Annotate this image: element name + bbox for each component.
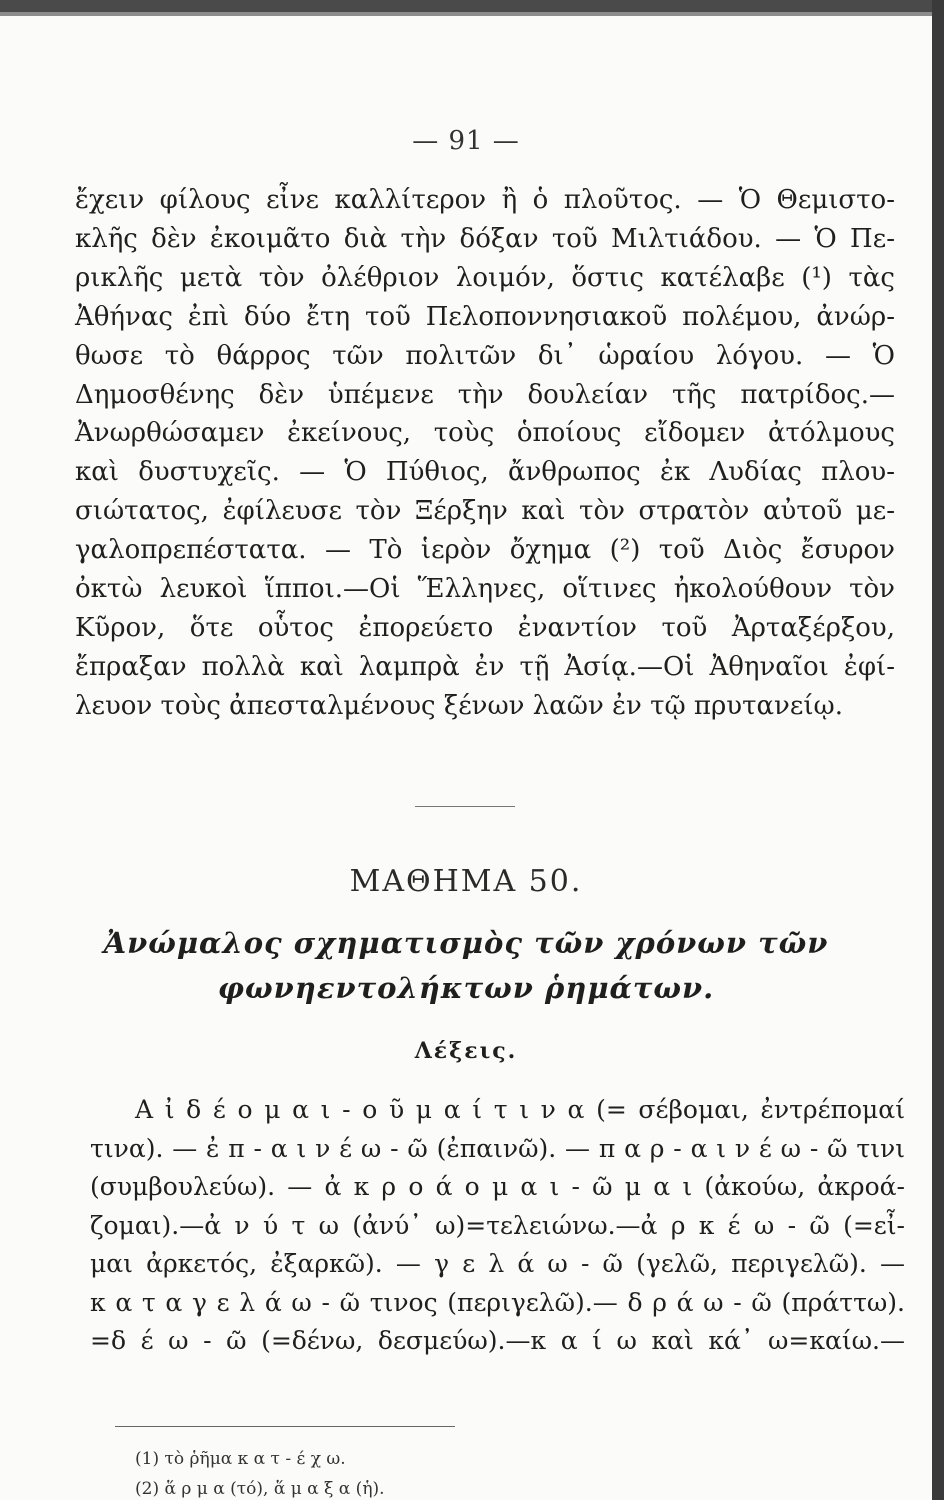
vocabulary-line: μαι ἀρκετός, ἐξαρκῶ). — γ ε λ ά ω - ῶ (γελῶ, περιγελῶ). —: [90, 1249, 905, 1278]
body-line: ἔπραξαν πολλὰ καὶ λαμπρὰ ἐν τῇ Ἀσίᾳ.—Οἱ Ἀθηναῖοι ἐφί-: [75, 651, 895, 682]
body-line: κλῆς δὲν ἐκοιμᾶτο διὰ τὴν δόξαν τοῦ Μιλτιάδου. — Ὁ Πε-: [75, 223, 895, 254]
body-line: ὀκτὼ λευκοὶ ἵπποι.—Οἱ Ἕλληνες, οἵτινες ἠκολούθουν τὸν: [75, 574, 895, 605]
vocabulary-heading: Λέξεις.: [414, 1038, 518, 1064]
vocabulary-line: Α ἰ δ έ ο μ α ι - ο ῦ μ α ί τ ι ν α (= σέβομαι, ἐντρέπομαί: [135, 1095, 905, 1124]
footnote: (2) ἅ ρ μ α (τό), ἅ μ α ξ α (ἡ).: [135, 1479, 385, 1499]
body-paragraph: [75, 181, 895, 726]
vocabulary-line: ζομαι).—ἀ ν ύ τ ω (ἀνύ᾽ ω)=τελειώνω.—ἀ ρ κ έ ω - ῶ (=εἶ-: [90, 1210, 905, 1240]
body-line: θωσε τὸ θάρρος τῶν πολιτῶν δι᾽ ὡραίου λόγου. — Ὁ: [75, 340, 895, 371]
body-line: γαλοπρεπέστατα. — Τὸ ἱερὸν ὄχημα (²) τοῦ Διὸς ἔσυρον: [75, 535, 895, 566]
body-line: σιώτατος, ἐφίλευσε τὸν Ξέρξην καὶ τὸν στρατὸν αὐτοῦ με-: [75, 496, 895, 527]
lesson-title: ΜΑΘΗΜΑ 50.: [349, 864, 583, 899]
body-line: Ἀθήνας ἐπὶ δύο ἔτη τοῦ Πελοποννησιακοῦ πολέμου, ἀνώρ-: [75, 301, 895, 332]
scan-right-border: [932, 0, 944, 1500]
vocabulary-line: κ α τ α γ ε λ ά ω - ῶ τινος (περιγελῶ).— δ ρ ά ω - ῶ (πράττω).: [90, 1287, 905, 1317]
footnotes: [135, 1444, 385, 1504]
scan-top-border: [0, 0, 944, 12]
body-line: λευον τοὺς ἀπεσταλμένους ξένων λαῶν ἐν τῷ πρυτανείῳ.: [75, 690, 843, 721]
section-divider: [415, 806, 515, 807]
lesson-subtitle-line: Ἀνώμαλος σχηματισμὸς τῶν χρόνων τῶν: [103, 926, 829, 960]
footnote-divider: [115, 1426, 455, 1427]
body-line: καὶ δυστυχεῖς. — Ὁ Πύθιος, ἄνθρωπος ἐκ Λυδίας πλου-: [75, 457, 895, 488]
footnote: (1) τὸ ῥῆμα κ α τ - έ χ ω.: [135, 1449, 346, 1469]
page-number: — 91 —: [412, 126, 520, 156]
body-line: ρικλῆς μετὰ τὸν ὀλέθριον λοιμόν, ὅστις κατέλαβε (¹) τὰς: [75, 262, 895, 293]
vocabulary-line: =δ έ ω - ῶ (=δένω, δεσμεύω).—κ α ί ω καὶ κά᾽ ω=καίω.—: [90, 1326, 905, 1355]
book-page: [0, 16, 932, 1500]
body-line: ἔχειν φίλους εἶνε καλλίτερον ἢ ὁ πλοῦτος. — Ὁ Θεμιστο-: [75, 185, 895, 215]
body-line: Κῦρον, ὅτε οὗτος ἐπορεύετο ἐναντίον τοῦ Ἀρταξέρξου,: [75, 612, 895, 643]
body-line: Ἀνωρθώσαμεν ἐκείνους, τοὺς ὁποίους εἴδομεν ἀτόλμους: [75, 418, 895, 449]
body-line: Δημοσθένης δὲν ὑπέμενε τὴν δουλείαν τῆς πατρίδος.—: [75, 379, 895, 410]
vocabulary-line: (συμβουλεύω). — ἀ κ ρ ο ά ο μ α ι - ῶ μ α ι (ἀκούω, ἀκροά-: [90, 1172, 905, 1201]
vocabulary-paragraph: [90, 1091, 905, 1361]
lesson-subtitle-line: φωνηεντολήκτων ῥημάτων.: [217, 971, 715, 1005]
vocabulary-line: τινα). — ἐ π - α ι ν έ ω - ῶ (ἐπαινῶ). — π α ρ - α ι ν έ ω - ῶ τινι: [90, 1133, 905, 1163]
